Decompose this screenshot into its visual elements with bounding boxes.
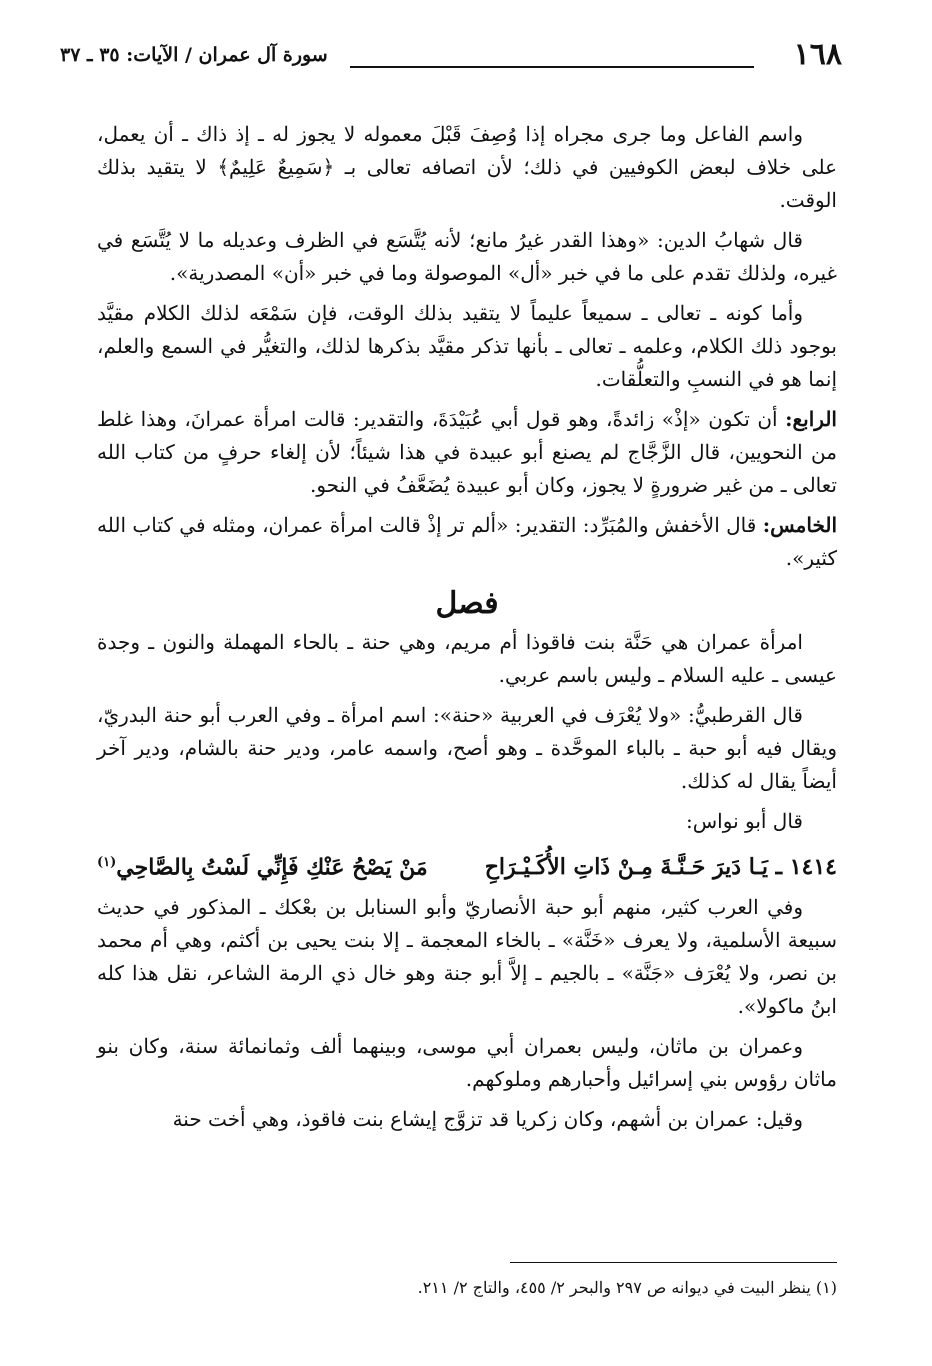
section-title: فصل	[435, 586, 499, 621]
verse-number: ١٤١٤	[789, 854, 837, 881]
poem-verse	[97, 845, 837, 885]
footnote: (١) ينظر البيت في ديوانه ص ٢٩٧ والبحر ٢/ ٤٥٥، والتاج ٢/ ٢١١.	[417, 1278, 837, 1297]
paragraph-lead: الرابع:	[785, 407, 837, 431]
paragraph: وفي العرب كثير، منهم أبو حبة الأنصاريّ وأبو السنابل بن بعْكك ـ المذكور في حديث سبيعة الأسلمية، ولا يعرف «خَنَّة» ـ بالخاء المعجمة ـ إلا بنت يحيى بن أكثم، وهي أم محمد بن نصر، ولا يُعْرَف «جَنَّة» ـ بالجيم ـ إلاَّ أبو جنة وهو خال ذي الرمة الشاعر، نقل هذا كله ابنُ ماكولا».	[97, 895, 837, 1019]
footnote-ref: (١)	[97, 855, 117, 870]
paragraph: قال شهابُ الدين: «وهذا القدر غيرُ مانع؛ لأنه يُتَّسَع في الظرف وعديله ما لا يُتَّسَع في غيره، ولذلك تقدم على ما في خبر «أل» الموصولة وما في خبر «أن» المصدرية».	[97, 228, 837, 285]
paragraph: وقيل: عمران بن أشهم، وكان زكريا قد تزوَّج إيشاع بنت فاقوذ، وهي أخت حنة	[172, 1107, 803, 1132]
paragraph: واسم الفاعل وما جرى مجراه إذا وُصِفَ قَبْلَ معموله لا يجوز له ـ إذ ذاك ـ أن يعمل، على خلاف لبعض الكوفيين في ذلك؛ لأن اتصافه تعالى بـ ﴿سَمِيعٌ عَلِيمٌ﴾ لا يتقيد بذلك الوقت.	[97, 122, 837, 212]
header-rule	[350, 66, 754, 68]
paragraph-lead: الخامس:	[762, 513, 838, 537]
footnote-rule	[510, 1262, 837, 1263]
paragraph: قال أبو نواس:	[686, 809, 803, 833]
page-header	[60, 36, 842, 74]
paragraph: الخامس: قال الأخفش والمُبَرِّد: التقدير: «ألم تر إذْ قالت امرأة عمران، ومثله في كتاب الله كثير».	[97, 513, 838, 570]
paragraph: الرابع: أن تكون «إذْ» زائدةً، وهو قول أبي عُبَيْدَةَ، والتقدير: قالت امرأة عمرانَ، وهذا غلط من النحويين، قال الزَّجَّاج لم يصنع أبو عبيدة في هذا شيئاً؛ لأن إلغاء حرفٍ من كتاب الله تعالى ـ من غير ضرورةٍ لا يجوز، وكان أبو عبيدة يُضَعَّفُ في النحو.	[97, 407, 837, 497]
page-number: ١٦٨	[793, 37, 842, 72]
verse-second-hemistich: مَنْ يَصْحُ عَنْكِ فَإِنِّي لَسْتُ بِالصَّاحِي$^{(١)}$	[97, 854, 428, 881]
paragraph: امرأة عمران هي حَنَّة بنت فاقوذا أم مريم، وهي حنة ـ بالحاء المهملة والنون ـ وجدة عيسى ـ عليه السلام ـ وليس باسم عربي.	[97, 630, 837, 687]
running-title: سورة آل عمران / الآيات: ٣٥ ـ ٣٧	[60, 44, 328, 66]
paragraph: وأما كونه ـ تعالى ـ سميعاً عليماً لا يتقيد بذلك الوقت، فإن سَمْعَه لذلك الكلام مقيَّد بوجود ذلك الكلام، وعلمه ـ تعالى ـ بأنها تذكر مقيَّد بذكرها لذلك، والتغيُّر في السمع والعلم، إنما هو في النسبِ والتعلُّقات.	[97, 301, 837, 391]
page-body	[97, 118, 837, 1143]
paragraph: قال القرطبيُّ: «ولا يُعْرَف في العربية «حنة»: اسم امرأة ـ وفي العرب أبو حنة البدريّ، ويقال فيه أبو حبة ـ بالباء الموحَّدة ـ وهو أصح، واسمه عامر، ودير حنة بالشام، ودير آخر أيضاً يقال له كذلك.	[97, 703, 837, 793]
paragraph: وعمران بن ماثان، وليس بعمران أبي موسى، وبينهما ألف وثمانمائة سنة، وكان بنو ماثان رؤوس بني إسرائيل وأحبارهم وملوكهم.	[97, 1034, 837, 1092]
verse-first-hemistich: ١٤١٤ ـ يَـا دَيرَ حَـنَّـةَ مِـنْ ذَاتِ الأُكَـيْـرَاحِ	[484, 854, 837, 881]
